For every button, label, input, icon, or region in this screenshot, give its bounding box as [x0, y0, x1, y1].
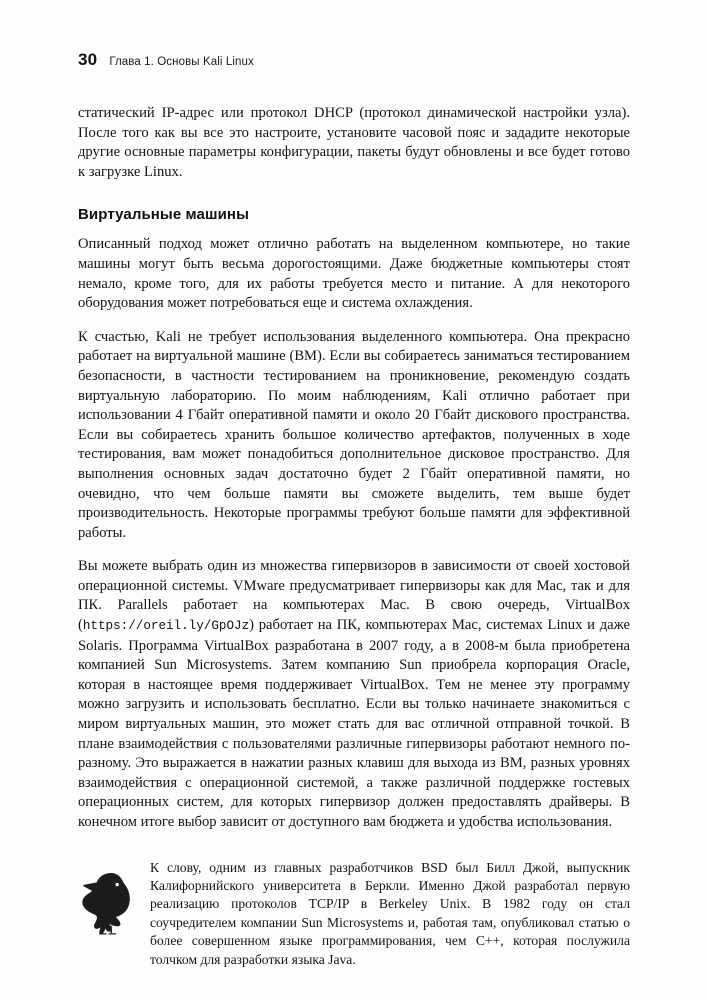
- note-text: К слову, одним из главных разработчиков BSD был Билл Джой, выпускник Калифорнийского университета в Беркли. Именно Джой разработал первую реализацию протоколов TCP/IP в Berkeley Unix. В 1982 году он стал соучредителем компании Sun Microsystems и, работая там, опубликовал статью о более совершенном языке программирования, чем C++, которая послужила толчком для разработки языка Java.: [150, 859, 630, 967]
- raven-icon: [78, 859, 144, 969]
- virtualbox-link[interactable]: https://oreil.ly/GpOJz: [82, 619, 250, 634]
- page-content: [78, 50, 630, 969]
- paragraph-kali-vm-requirements: К счастью, Kali не требует использования выделенного компьютера. Она прекрасно работает на виртуальной машине (ВМ). Если вы собираетесь заниматься тестированием безопасности, в частности тестированием на проникновение, рекомендую создать виртуальную лабораторию. По моим наблюдениям, Kali отлично работает при использовании 4 Гбайт оперативной памяти и около 20 Гбайт дискового пространства. Если вы собираетесь хранить большое количество артефактов, полученных в ходе тестирования, вам может понадобиться дополнительное дисковое пространство. Для выполнения основных задач достаточно будет 2 Гбайт оперативной памяти, но очевидно, что чем больше памяти вы сможете выделить, тем выше будет производительность. Некоторые программы требуют больше памяти для эффективной работы.: [78, 328, 630, 541]
- paragraph-hypervisors: [78, 557, 630, 832]
- chapter-title: Глава 1. Основы Kali Linux: [109, 56, 254, 68]
- hypervisor-text-before-link: Вы можете выбрать один из множества гипервизоров в зависимости от своей хостовой операционной системы. VMware предусматривает гипервизоры как для Mac, так и для ПК. Parallels работает на компьютерах Mac. В свою очередь, VirtualBox (: [78, 558, 630, 634]
- paragraph-intro: статический IP-адрес или протокол DHCP (протокол динамической настройки узла). После того как вы все это настроите, установите часовой пояс и зададите некоторые другие основные параметры конфигурации, пакеты будут обновлены и все будет готово к загрузке Linux.: [78, 105, 630, 180]
- note-box: [78, 859, 630, 969]
- running-head: [78, 50, 630, 70]
- section-heading-virtual-machines: Виртуальные машины: [78, 206, 249, 224]
- paragraph-dedicated-hardware: Описанный подход может отлично работать на выделенном компьютере, но такие машины могут быть весьма дорогостоящими. Даже бюджетные компьютеры стоят немало, кроме того, для их работы требуется место и питание. А для некоторого оборудования может потребоваться еще и система охлаждения.: [78, 236, 630, 312]
- page-number: 30: [78, 50, 98, 69]
- hypervisor-text-after-link: ) работает на ПК, компьютерах Mac, системах Linux и даже Solaris. Программа VirtualBox разработана в 2007 году, а в 2008-м была приобретена компанией Sun Microsystems. Затем компанию Sun приобрела корпорация Oracle, которая в настоящее время поддерживает VirtualBox. Тем не менее эту программу можно загрузить и использовать бесплатно. Если вы только начинаете знакомиться с миром виртуальных машин, это может стать для вас отличной отправной точкой. В плане взаимодействия с пользователями различные гипервизоры работают немного по-разному. Это выражается в нажатии разных клавиш для выхода из ВМ, разных уровнях взаимодействия с операционной системой, а также различной поддержке гостевых операционных систем, для которых гипервизор должен предоставлять драйверы. В конечном итоге выбор зависит от доступного вам бюджета и удобства использования.: [78, 617, 630, 830]
